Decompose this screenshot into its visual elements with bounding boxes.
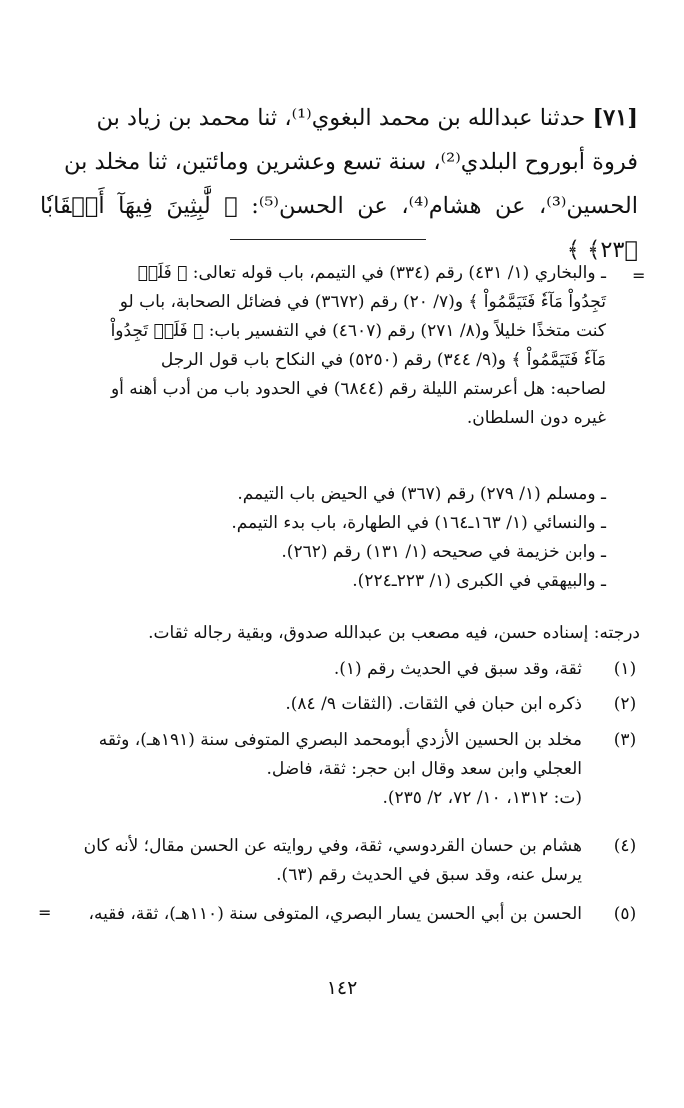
footnote-text: ذكره ابن حبان في الثقات. (الثقات ٩/ ٨٤).: [285, 694, 582, 714]
footnote-text: ثقة، وقد سبق في الحديث رقم (١).: [333, 659, 582, 679]
footnote-divider: [230, 239, 426, 240]
footnote-number: (١): [613, 659, 637, 679]
takhrij-nasai: ـ والنسائي (١/ ١٦٣ـ١٦٤) في الطهارة، باب بدء التيمم.: [231, 513, 606, 533]
hadith-line-3: الحسين⁽³⁾، عن هشام⁽⁴⁾، عن الحسن⁽⁵⁾: ﴿ لَّٰبِثِينَ فِيهَآ أَحۡقَابٗا ﴿٢٣﴾ ﴾: [40, 193, 638, 263]
continuation-mark-bottom: =: [38, 903, 52, 922]
takhrij-bukhari: [44, 259, 606, 433]
takhrij-line: تَجِدُواْ مَآءٗ فَتَيَمَّمُواْ ﴾ و(٧/ ٢٠) رقم (٣٦٧٢) في فضائل الصحابة، باب لو: [119, 292, 606, 312]
footnote-text: العجلي وابن سعد وقال ابن حجر: ثقة، فاضل.: [266, 759, 582, 779]
footnote-text: يرسل عنه، وقد سبق في الحديث رقم (٦٣).: [276, 865, 582, 885]
takhrij-bayhaqi: ـ والبيهقي في الكبرى (١/ ٢٢٣ـ٢٢٤).: [352, 571, 606, 591]
takhrij-line: لصاحبه: هل أعرستم الليلة رقم (٦٨٤٤) في الحدود باب من أدب أهنه أو: [110, 379, 606, 399]
hadith-line-2: فروة أبوروح البلدي⁽²⁾، سنة تسع وعشرين ومائتين، ثنا مخلد بن: [63, 149, 638, 175]
takhrij-khuzayma: ـ وابن خزيمة في صحيحه (١/ ١٣١) رقم (٢٦٢).: [281, 542, 606, 562]
takhrij-muslim: ـ ومسلم (١/ ٢٧٩) رقم (٣٦٧) في الحيض باب التيمم.: [237, 484, 606, 504]
footnote-number: (٥): [613, 904, 637, 924]
footnote-text: هشام بن حسان القردوسي، ثقة، وفي روايته عن الحسن مقال؛ لأنه كان: [83, 836, 582, 856]
hadith-line-1: [٧١] حدثنا عبدالله بن محمد البغوي⁽¹⁾، ثنا محمد بن زياد بن: [96, 105, 638, 131]
page-number: ١٤٢: [326, 977, 358, 999]
footnote-text: مخلد بن الحسين الأزدي أبومحمد البصري المتوفى سنة (١٩١هـ)، وثقه: [98, 730, 582, 750]
footnote-text: (ت: ١٣١٢، ١٠/ ٧٢، ٢/ ٢٣٥).: [382, 788, 582, 808]
footnote-number: (٣): [613, 730, 637, 750]
hadith-text: [40, 96, 638, 272]
footnote-number: (٢): [613, 694, 637, 714]
takhrij-line: غيره دون السلطان.: [466, 408, 606, 428]
takhrij-line: كنت متخذًا خليلاً و(٨/ ٢٧١) رقم (٤٦٠٧) في التفسير باب: ﴿ فَلَمۡ تَجِدُواْ: [110, 321, 606, 341]
footnote-text: الحسن بن أبي الحسن يسار البصري، المتوفى سنة (١١٠هـ)، ثقة، فقيه،: [88, 904, 582, 924]
hadith-number: [٧١]: [592, 105, 638, 131]
takhrij-line: ـ والبخاري (١/ ٤٣١) رقم (٣٣٤) في التيمم، باب قوله تعالى: ﴿ فَلَمۡ: [137, 263, 606, 283]
continuation-mark-top: =: [632, 266, 646, 285]
grade-statement: درجته: إسناده حسن، فيه مصعب بن عبدالله صدوق، وبقية رجاله ثقات.: [148, 623, 640, 643]
footnote-number: (٤): [613, 836, 637, 856]
takhrij-others: [44, 480, 606, 596]
takhrij-line: مَآءٗ فَتَيَمَّمُواْ ﴾ و(٩/ ٣٤٤) رقم (٥٢٥٠) في النكاح باب قول الرجل: [160, 350, 606, 370]
